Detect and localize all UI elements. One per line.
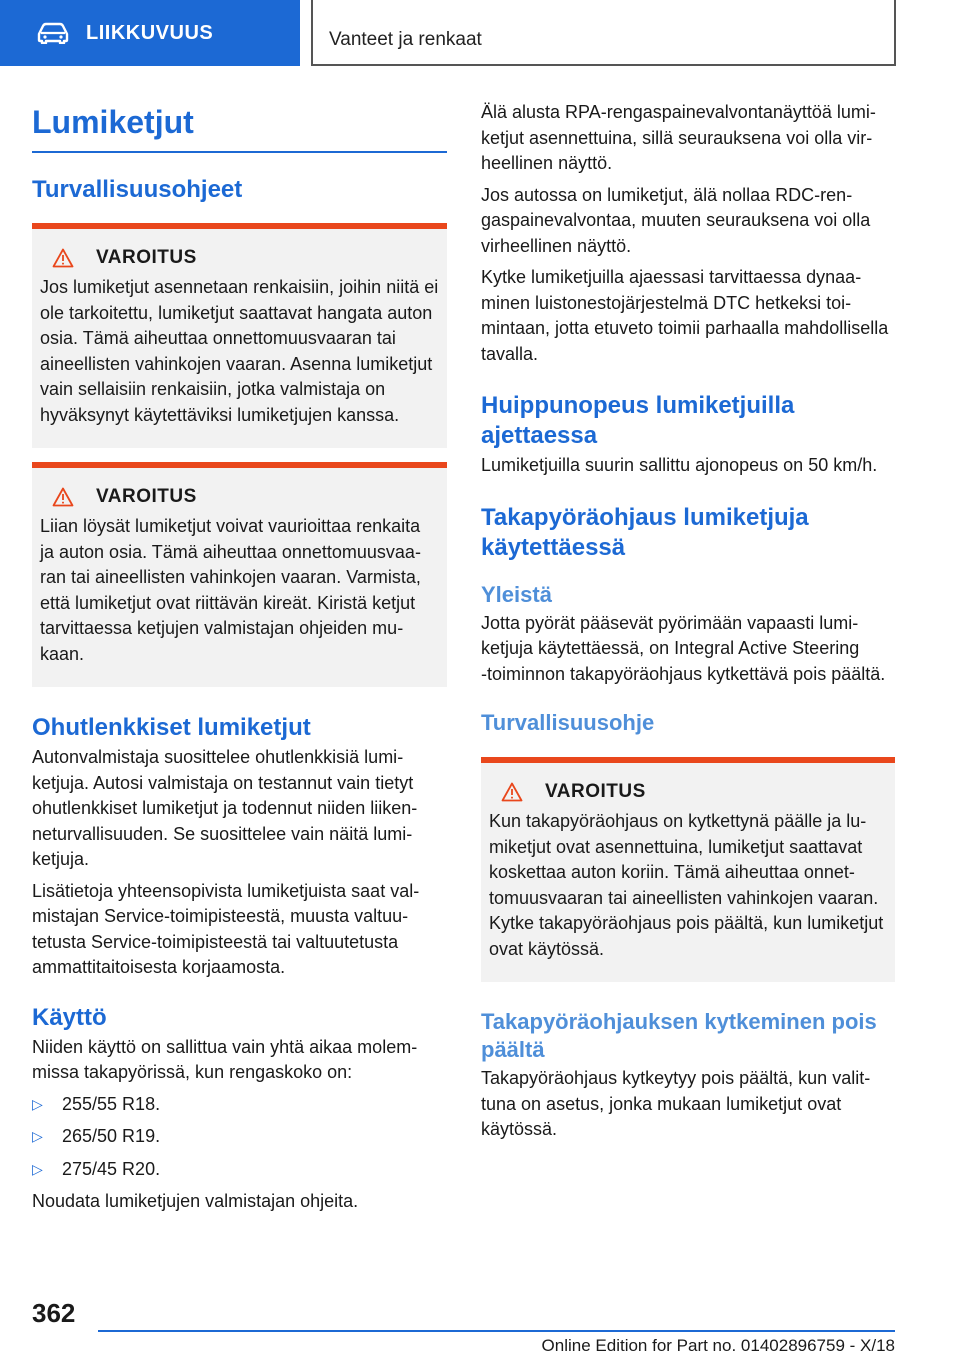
triangle-bullet-icon: ▷: [32, 1128, 43, 1144]
warning-title: VAROITUS: [96, 247, 197, 268]
usage-heading: Käyttö: [32, 1003, 107, 1031]
max-speed-heading: Huippunopeus lumiketjuilla ajettaessa: [481, 392, 795, 449]
list-item: ▷ 275/45 R20.: [32, 1157, 447, 1183]
paragraph: Lisätietoja yhteensopivista lumiketjuista saat valmistajan Service-toimipisteestä, muusta valtuutetusta Service-toimipisteestä tai valtuutetusta ammattitaitoisesta korjaamosta.: [32, 880, 420, 977]
paragraph: Jotta pyörät pääsevät pyörimään vapaasti lumiketjuja käytettäessä, on Integral Active Steering ‑toiminnon takapyöräohjaus kytkettävä pois päältä.: [481, 612, 886, 684]
paragraph: Älä alusta RPA-rengaspainevalvontanäyttöä lumiketjut asennettuina, sillä seurauksena voi olla virheellinen näyttö.: [481, 102, 876, 173]
warning-triangle-icon: [52, 487, 74, 507]
footer-divider: [98, 1330, 895, 1332]
section-tab: [0, 0, 300, 66]
triangle-bullet-icon: ▷: [32, 1160, 43, 1177]
warning-title: VAROITUS: [545, 781, 646, 802]
thin-chains-heading: Ohutlenkkiset lumiketjut: [32, 714, 311, 741]
warning-box: [481, 757, 895, 982]
warning-box: [32, 223, 447, 448]
general-heading: Yleistä: [481, 581, 552, 607]
list-item: ▷ 265/50 R19.: [32, 1124, 447, 1150]
warning-triangle-icon: [501, 782, 523, 802]
page-title: Lumiketjut: [32, 96, 447, 153]
tire-size-list: [32, 1092, 447, 1183]
section-label: LIIKKUVUUS: [86, 21, 214, 44]
warning-title: VAROITUS: [96, 486, 197, 507]
safety-heading: Turvallisuusohjeet: [32, 176, 243, 203]
warning-header: [40, 486, 439, 508]
warning-triangle-icon: [52, 248, 74, 268]
paragraph: Noudata lumiketjujen valmistajan ohjeita.: [32, 1191, 359, 1211]
safety-subheading: Turvallisuusohje: [481, 710, 655, 735]
warning-header: [489, 781, 887, 803]
warning-text: Kun takapyöräohjaus on kytkettynä päälle ja lumiketjut ovat asennettuina, lumiketjut saattavat koskettaa auton koriin. Tämä aiheuttaa onnettomuusvaaran tai aineellisten vahinkojen vaaran. Kytke takapyöräohjaus pois päältä, kun lumiketjut ovat käytössä.: [489, 811, 884, 959]
rear-steering-off-heading: Takapyöräohjauksen kytkeminen pois päältä: [481, 1009, 877, 1062]
list-item: ▷ 255/55 R18.: [32, 1092, 447, 1118]
paragraph: Niiden käyttö on sallittua vain yhtä aikaa molemmissa takapyörissä, kun rengaskoko on:: [32, 1036, 418, 1082]
paragraph: Takapyöräohjaus kytkeytyy pois päältä, kun valittuna on asetus, jonka mukaan lumiketjut ovat käytössä.: [481, 1068, 871, 1139]
page-header: [0, 0, 960, 66]
left-column: [32, 96, 447, 1215]
paragraph: Jos autossa on lumiketjut, älä nollaa RDC-rengaspainevalvontaa, muuten seurauksena voi olla virheellinen näyttö.: [481, 184, 871, 256]
right-column: [481, 100, 895, 1143]
chapter-title: Vanteet ja renkaat: [329, 29, 482, 50]
warning-header: [40, 247, 439, 269]
chapter-title-box: [311, 0, 896, 66]
edition-text: Online Edition for Part no. 01402896759 - X/18: [541, 1336, 895, 1355]
page-number: 362: [32, 1298, 76, 1328]
warning-text: Jos lumiketjut asennetaan renkaisiin, joihin niitä ei ole tarkoitettu, lumiketjut saattavat hangata auton osia. Tämä aiheuttaa onnettomuusvaaran tai aineellisten vahinkojen vaaran. Asenna lumiketjut vain sellaisiin renkaisiin, jotka valmistaja on hyväksynyt käytettäviksi lumiketjujen kanssa.: [40, 277, 439, 425]
rear-steering-heading: Takapyöräohjaus lumiketjuja käytettäessä: [481, 503, 809, 561]
paragraph: Lumiketjuilla suurin sallittu ajonopeus on 50 km/h.: [481, 455, 878, 475]
triangle-bullet-icon: ▷: [32, 1095, 43, 1112]
car-icon: [36, 22, 70, 44]
warning-text: Liian löysät lumiketjut voivat vaurioittaa renkaita ja auton osia. Tämä aiheuttaa onnettomuusvaaran tai aineellisten vahinkojen vaaran. Varmista, että lumiketjut ovat riittävän kireät. Kiristä ketjut tarvittaessa ketjujen valmistajan ohjeiden mukaan.: [40, 516, 421, 664]
paragraph: Kytke lumiketjuilla ajaessasi tarvittaessa dynaaminen luistonestojärjestelmä DTC hetkeksi toimintaan, jotta etuveto toimii parhaalla mahdollisella tavalla.: [481, 267, 889, 364]
warning-box: [32, 462, 447, 687]
paragraph: Autonvalmistaja suosittelee ohutlenkkisiä lumiketjuja. Autosi valmistaja on testannut vain tietyt ohutlenkkiset lumiketjut ja todennut niiden liikenneturvallisuuden. Se suosittelee vain näitä lumiketjuja.: [32, 747, 418, 869]
